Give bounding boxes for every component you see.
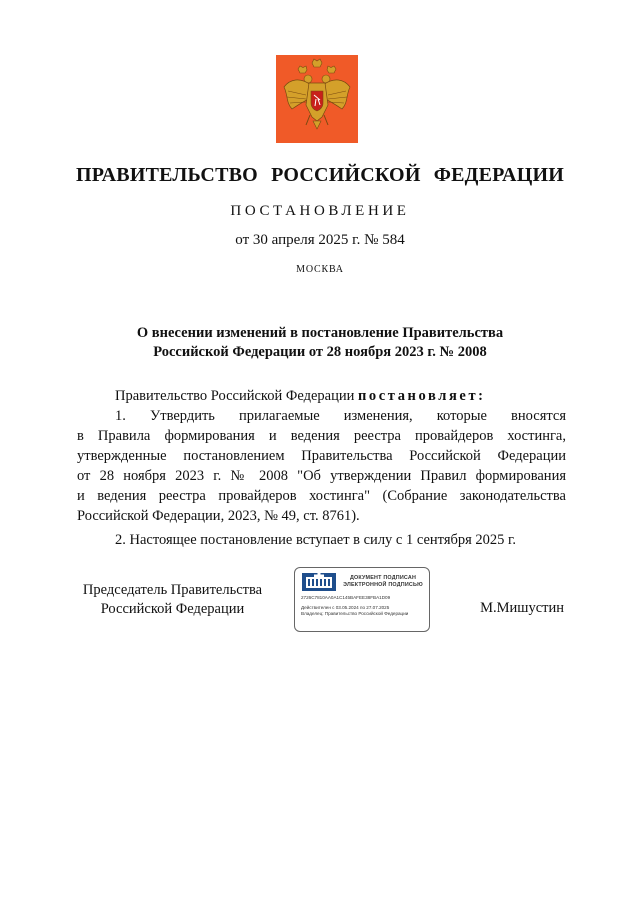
certificate-number: 2726C7810AA0A1C145BAFEE38FBA1D09 [301, 595, 391, 600]
signer-position-line-1: Председатель Правительства [82, 582, 263, 598]
item-2-paragraph: 2. Настоящее постановление вступает в силу с 1 сентября 2025 г. [115, 532, 516, 548]
document-body [77, 386, 566, 550]
signer-position [70, 581, 275, 619]
document-date-number: от 30 апреля 2025 г. № 584 [235, 232, 405, 248]
electronic-signature-stamp [294, 567, 430, 632]
item-1-paragraph [77, 406, 566, 526]
document-city: МОСКВА [296, 264, 344, 275]
certificate-owner: Владелец: Правительство Российской Федерации [301, 611, 409, 616]
item-1-line: и ведения реестра провайдеров хостинга" (Собрание законодательства [77, 488, 566, 504]
resolves-word: постановляет: [357, 388, 486, 404]
certificate-validity: Действителен с 03.05.2024 по 27.07.2025 [301, 605, 390, 610]
coat-of-arms-emblem [276, 55, 358, 143]
document-type: ПОСТАНОВЛЕНИЕ [230, 203, 410, 219]
item-1-line: 1. Утвердить прилагаемые изменения, которые вносятся [115, 408, 566, 424]
item-1-line: Российской Федерации, 2023, № 49, ст. 8761). [77, 508, 360, 524]
preamble-paragraph [77, 386, 566, 406]
heading-line-2: Российской Федерации от 28 ноября 2023 г. № 2008 [153, 344, 487, 360]
heading-line-1: О внесении изменений в постановление Правительства [136, 325, 504, 341]
stamp-title [339, 575, 427, 589]
item-1-line: утвержденные постановлением Правительства Российской Федерации [77, 448, 566, 464]
stamp-title-line-1: ДОКУМЕНТ ПОДПИСАН [349, 575, 417, 581]
preamble-text: Правительство Российской Федерации [115, 388, 355, 404]
government-building-icon [302, 573, 336, 591]
signer-name: М.Мишустин [480, 600, 564, 616]
item-1-line: в Правила формирования и ведения реестра провайдеров хостинга, [77, 428, 566, 444]
government-title: ПРАВИТЕЛЬСТВО РОССИЙСКОЙ ФЕДЕРАЦИИ [76, 164, 564, 186]
document-heading [90, 324, 550, 362]
item-1-line: от 28 ноября 2023 г. № 2008 "Об утверждении Правил формирования [77, 468, 566, 484]
russian-coat-of-arms-icon [276, 55, 358, 143]
stamp-title-line-2: ЭЛЕКТРОННОЙ ПОДПИСЬЮ [343, 582, 423, 588]
signer-position-line-2: Российской Федерации [100, 601, 245, 617]
